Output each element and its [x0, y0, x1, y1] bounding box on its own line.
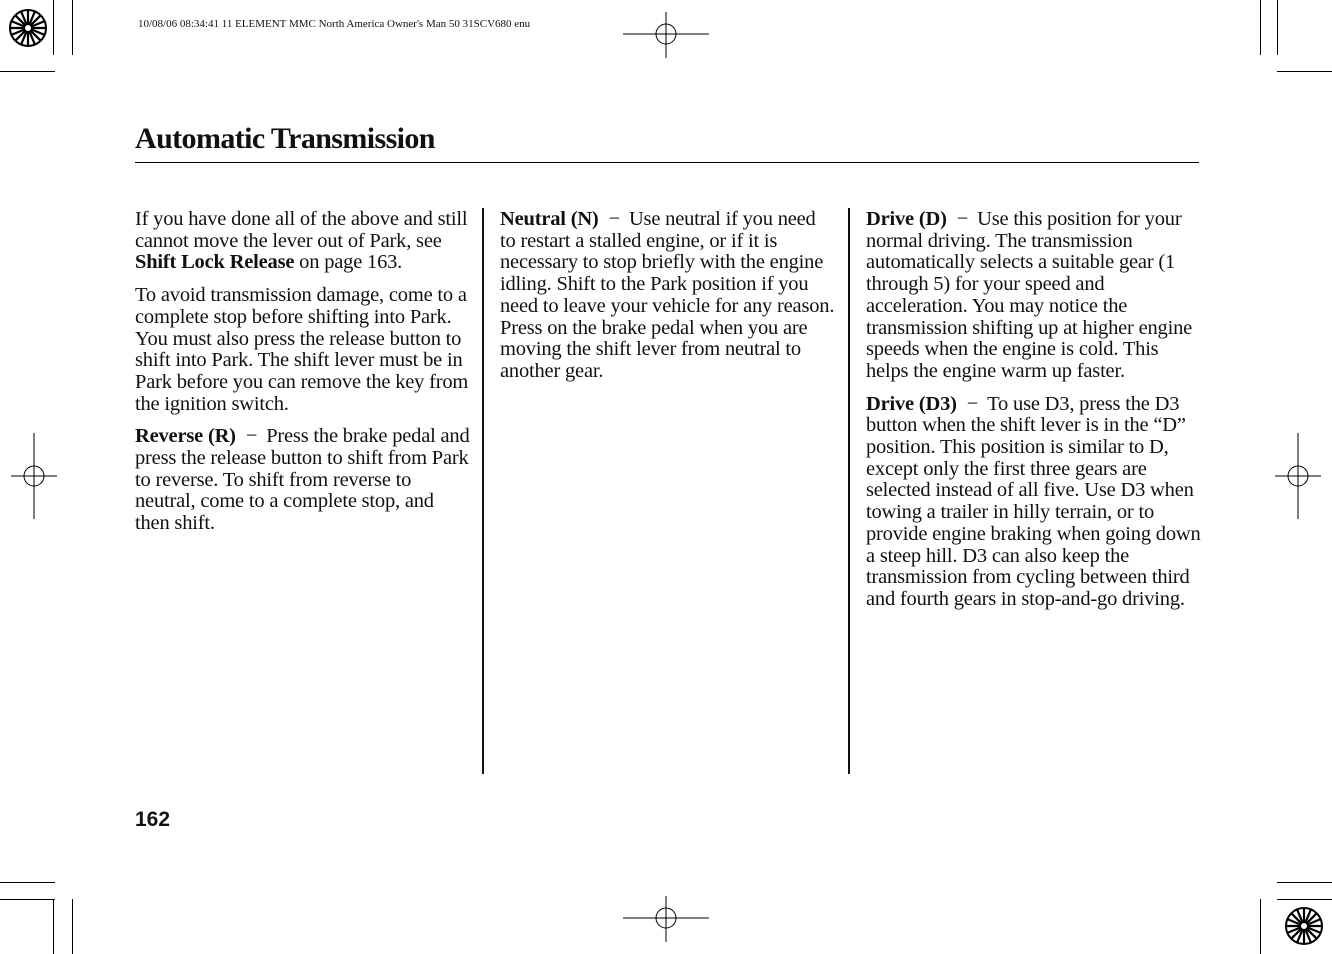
crop-mark-line [1277, 882, 1332, 883]
registration-sunburst-icon [8, 8, 48, 48]
crop-mark-line [1260, 0, 1261, 55]
crop-mark-line [1277, 899, 1332, 900]
registration-crosshair-icon [1275, 433, 1321, 519]
page-number: 162 [135, 808, 171, 831]
paragraph-drive-d3 [866, 394, 1202, 611]
crop-mark-line [53, 899, 54, 954]
title-rule [135, 162, 1199, 163]
paragraph-heading: Drive (D3) [866, 392, 957, 415]
crop-mark-line [0, 882, 55, 883]
column-divider [482, 208, 484, 774]
paragraph-heading: Neutral (N) [500, 208, 599, 230]
page-title: Automatic Transmission [135, 122, 435, 155]
print-slug: 10/08/06 08:34:41 11 ELEMENT MMC North America Owner's Man 50 31SCV680 enu [138, 18, 531, 30]
registration-crosshair-icon [623, 12, 709, 58]
dash-separator: − [245, 425, 258, 448]
text-column-3 [866, 209, 1202, 622]
text-column-1 [135, 209, 471, 546]
dash-separator: − [956, 208, 969, 230]
crop-mark-line [72, 899, 73, 954]
crop-mark-line [1260, 899, 1261, 954]
paragraph-reverse [135, 426, 471, 535]
text-column-2 [500, 209, 836, 394]
dash-separator: − [608, 208, 620, 230]
dash-separator: − [966, 392, 979, 415]
registration-crosshair-icon [11, 433, 57, 519]
crop-mark-line [0, 71, 55, 72]
paragraph-text: Use this position for your normal driving. The transmission automatically selects a suitable gear (1 through 5) for your speed and acceleration. You may notice the transmission shifting up at higher engine speeds when the engine is cold. This helps the engine warm up faster. [866, 208, 1193, 382]
crop-mark-line [1277, 71, 1332, 72]
crop-mark-line [1277, 0, 1278, 55]
registration-sunburst-icon [1284, 906, 1324, 946]
paragraph-text: on page 163. [294, 251, 403, 274]
paragraph-park [135, 285, 471, 415]
paragraph-text: Press the brake pedal and press the release button to shift from Park to reverse. To shift from reverse to neutral, come to a complete stop, and then shift. [135, 425, 470, 535]
crop-mark-line [0, 899, 55, 900]
paragraph-heading: Drive (D) [866, 208, 947, 230]
crop-mark-line [72, 0, 73, 55]
crop-mark-line [53, 0, 54, 55]
paragraph-text: To avoid transmission damage, come to a complete stop before shifting into Park. You must also press the release button to shift into Park. The shift lever must be in Park before you can remove the key from the ignition switch. [135, 284, 469, 415]
paragraph-text: Use neutral if you need to restart a stalled engine, or if it is necessary to stop briefly with the engine idling. Shift to the Park position if you need to leave your vehicle for any reason. Press on the brake pedal when you are moving the shift lever from neutral to another gear. [500, 208, 835, 382]
paragraph-text: To use D3, press the D3 button when the shift lever is in the “D” position. This position is similar to D, except only the first three gears are selected instead of all five. Use D3 when towing a trailer in hilly terrain, or to provide engine braking when going down a steep hill. D3 can also keep the transmission from cycling between third and fourth gears in stop-and-go driving. [866, 392, 1201, 610]
paragraph-neutral [500, 209, 836, 383]
paragraph-shift-lock [135, 209, 471, 274]
cross-reference-link: Shift Lock Release [135, 251, 295, 274]
registration-crosshair-icon [623, 896, 709, 942]
paragraph-text: If you have done all of the above and still cannot move the lever out of Park, see [135, 208, 468, 252]
paragraph-drive [866, 209, 1202, 383]
column-divider [848, 208, 850, 774]
paragraph-heading: Reverse (R) [135, 425, 236, 448]
